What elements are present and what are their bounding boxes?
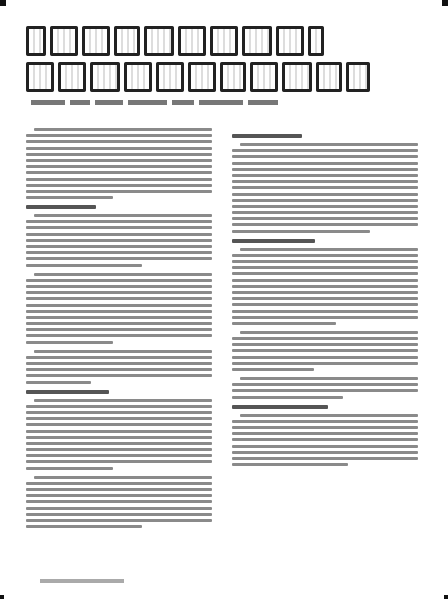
text-line [26, 448, 212, 451]
text-line [232, 457, 418, 460]
text-line [26, 322, 212, 325]
text-line [232, 193, 418, 196]
text-line [26, 454, 212, 457]
text-line [232, 445, 418, 448]
title-glyph [58, 62, 86, 92]
corner-mark-bottom-left [0, 595, 4, 599]
title-glyph [316, 62, 342, 92]
text-line [232, 362, 418, 365]
text-line [232, 356, 418, 359]
text-line [26, 233, 212, 236]
text-line [26, 245, 212, 248]
title-glyph [220, 62, 246, 92]
body-paragraph [232, 414, 418, 467]
text-line [26, 507, 212, 510]
section-subhead [26, 205, 96, 209]
body-paragraph [232, 331, 418, 371]
byline-word [70, 100, 90, 105]
text-line [232, 180, 418, 183]
text-line [26, 178, 212, 181]
text-line [232, 432, 418, 435]
text-line [232, 463, 348, 466]
text-line [232, 272, 418, 275]
text-line [232, 349, 418, 352]
title-glyph [178, 26, 206, 56]
text-line [232, 205, 418, 208]
body-paragraph [26, 273, 212, 344]
text-line [26, 328, 212, 331]
text-line [26, 297, 212, 300]
title-glyph [188, 62, 216, 92]
text-line [232, 303, 418, 306]
body-paragraph [26, 350, 212, 384]
text-line [26, 153, 212, 156]
article-title-line-2 [26, 62, 288, 92]
text-line [232, 217, 418, 220]
text-line [232, 285, 418, 288]
title-glyph [82, 26, 110, 56]
text-line [26, 310, 212, 313]
text-line [232, 396, 343, 399]
text-line [26, 165, 212, 168]
text-line [26, 184, 212, 187]
text-line [232, 174, 418, 177]
text-line [26, 279, 212, 282]
text-line [26, 488, 212, 491]
corner-mark-bottom-right [444, 595, 448, 599]
text-line [26, 460, 212, 463]
text-line [232, 368, 314, 371]
text-line [232, 389, 418, 392]
text-line [232, 223, 418, 226]
right-column [232, 128, 418, 472]
text-line [26, 500, 212, 503]
title-glyph [156, 62, 184, 92]
text-line [232, 316, 418, 319]
title-glyph [346, 62, 370, 92]
text-line [26, 291, 212, 294]
title-glyph [114, 26, 140, 56]
text-line [26, 467, 113, 470]
article-title-line-1 [26, 26, 256, 56]
text-line [26, 159, 212, 162]
text-line [26, 147, 212, 150]
title-glyph [276, 26, 304, 56]
corner-mark-top-left [0, 0, 6, 6]
body-paragraph [26, 128, 212, 199]
text-line [26, 190, 212, 193]
text-line [26, 171, 212, 174]
text-line [240, 377, 418, 380]
text-line [26, 304, 212, 307]
text-line [232, 211, 418, 214]
byline-word [199, 100, 243, 105]
text-line [232, 279, 418, 282]
text-line [26, 356, 212, 359]
text-line [26, 264, 142, 267]
text-line [232, 451, 418, 454]
text-line [26, 513, 212, 516]
body-paragraph [232, 248, 418, 325]
text-line [232, 343, 418, 346]
body-paragraph [26, 399, 212, 470]
text-line [34, 350, 212, 353]
title-glyph [50, 26, 78, 56]
text-line [26, 226, 212, 229]
text-line [240, 143, 418, 146]
text-line [26, 341, 113, 344]
text-line [26, 417, 212, 420]
text-line [232, 254, 418, 257]
text-line [232, 149, 418, 152]
title-glyph [144, 26, 174, 56]
title-glyph [210, 26, 238, 56]
text-line [232, 322, 336, 325]
text-line [232, 426, 418, 429]
text-line [26, 482, 212, 485]
text-line [240, 331, 418, 334]
title-glyph [250, 62, 278, 92]
text-line [240, 248, 418, 251]
text-line [26, 285, 212, 288]
text-line [26, 334, 212, 337]
text-line [232, 266, 418, 269]
title-glyph-row-2 [26, 62, 288, 92]
text-line [26, 405, 212, 408]
title-glyph [242, 26, 272, 56]
body-paragraph [26, 214, 212, 267]
title-glyph [308, 26, 324, 56]
text-line [232, 297, 418, 300]
text-line [26, 381, 91, 384]
text-line [232, 420, 418, 423]
text-line [26, 140, 212, 143]
text-line [26, 220, 212, 223]
body-paragraph [232, 377, 418, 399]
text-line [26, 134, 212, 137]
text-line [232, 438, 418, 441]
text-line [26, 494, 212, 497]
text-line [34, 214, 212, 217]
text-line [26, 362, 212, 365]
body-paragraph [26, 476, 212, 529]
text-line [232, 310, 418, 313]
title-glyph [26, 26, 46, 56]
body-paragraph [232, 143, 418, 233]
article-byline [26, 99, 278, 107]
byline-word [172, 100, 194, 105]
text-line [232, 199, 418, 202]
text-line [26, 519, 212, 522]
text-line [26, 436, 212, 439]
text-line [34, 128, 212, 131]
text-line [26, 368, 212, 371]
text-line [26, 442, 212, 445]
byline-word [128, 100, 168, 105]
text-line [232, 260, 418, 263]
running-footer [40, 579, 124, 583]
section-subhead [232, 405, 328, 409]
title-glyph [282, 62, 312, 92]
text-line [26, 374, 212, 377]
text-line [26, 423, 212, 426]
text-line [26, 239, 212, 242]
byline-word [95, 100, 123, 105]
section-subhead [26, 390, 109, 394]
text-line [232, 230, 370, 233]
text-line [232, 168, 418, 171]
text-line [232, 383, 418, 386]
text-line [240, 414, 418, 417]
text-line [34, 273, 212, 276]
text-line [26, 525, 142, 528]
byline-word [248, 100, 278, 105]
byline-word [31, 100, 65, 105]
text-line [232, 186, 418, 189]
text-line [26, 196, 113, 199]
text-line [26, 251, 212, 254]
title-glyph [26, 62, 54, 92]
text-line [26, 316, 212, 319]
text-line [34, 476, 212, 479]
text-line [232, 155, 418, 158]
text-line [26, 430, 212, 433]
title-glyph-row-1 [26, 26, 256, 56]
corner-mark-top-right [442, 0, 448, 6]
section-subhead [232, 239, 315, 243]
text-line [26, 411, 212, 414]
text-line [26, 257, 212, 260]
title-glyph [90, 62, 120, 92]
section-subhead [232, 134, 302, 138]
text-line [34, 399, 212, 402]
text-line [232, 162, 418, 165]
left-column [26, 128, 212, 534]
title-glyph [124, 62, 152, 92]
text-line [232, 291, 418, 294]
text-line [232, 337, 418, 340]
